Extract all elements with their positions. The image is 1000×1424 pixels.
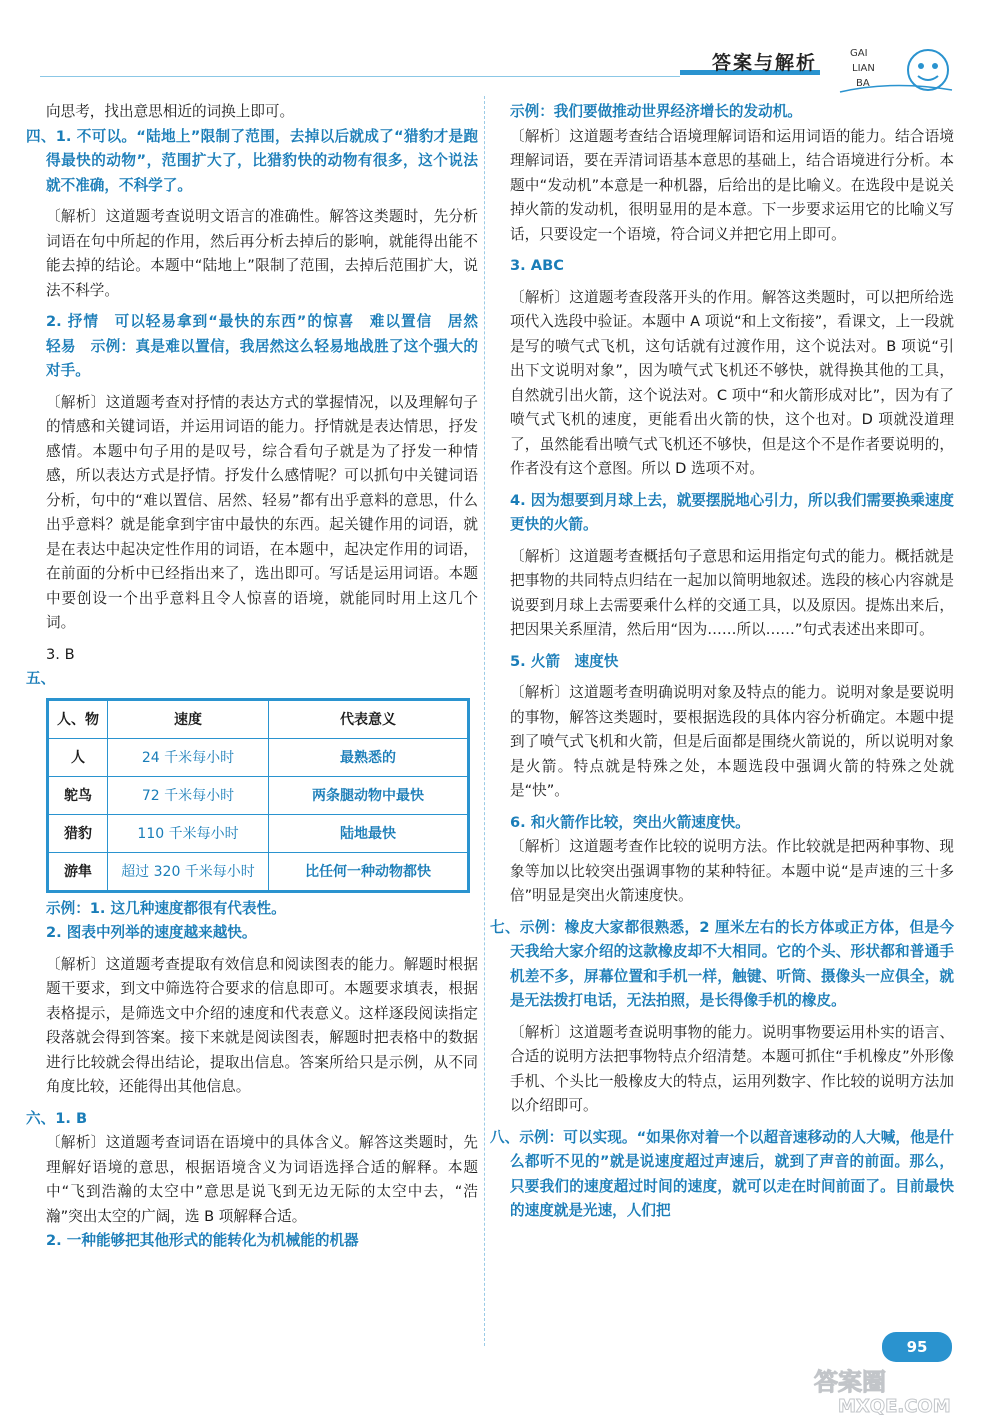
answer-5-1: 示例：1. 这几种速度都很有代表性。: [46, 899, 286, 917]
page-title: 答案与解析: [712, 52, 818, 74]
table-header-cell: 代表意义: [269, 699, 469, 738]
answer-6-3: 3. ABC: [510, 257, 564, 274]
table-cell: 人: [48, 738, 108, 776]
svg-text:答案圈: 答案圈: [814, 1368, 886, 1396]
text-line: 向思考，找出意思相近的词换上即可。: [46, 103, 295, 120]
answer-6-2: 2. 一种能够把其他形式的能转化为机械能的机器: [46, 1232, 359, 1249]
table-row: [48, 738, 469, 776]
svg-text:MXQE.COM: MXQE.COM: [838, 1396, 951, 1417]
left-column: [26, 100, 493, 1254]
right-column: [490, 100, 954, 1224]
answer-4-1: 四、1. 不可以。“陆地上”限制了范围，去掉以后就成了“猎豹才是跑得最快的动物”，范围扩大了，比猎豹快的动物有很多，这个说法就不准确，不科学了。: [26, 127, 478, 194]
svg-text:LIAN: LIAN: [852, 63, 875, 74]
analysis: 〔解析〕这道题考查对抒情的表达方式的掌握情况，以及理解句子的情感和关键词语，并运用词语的能力。抒情就是表达情思，抒发感情。本题中句子用的是叹号，综合看句子就是为了抒发一种情感，所以表达方式是抒情。抒发什么感情呢？可以抓句中关键词语分析，句中的“难以置信、居然、轻易”都有出乎意料的意思，什么出乎意料？就是能拿到宇宙中最快的东西。起关键作用的词语，就是在表达中起决定性作用的词语，在本题中，起决定作用的词语，在前面的分析中已经指出来了，选出即可。写话是运用词语。本题中要创设一个出乎意料且令人惊喜的语境，就能同时用上这几个词。: [46, 393, 478, 631]
table-cell: 猎豹: [48, 814, 108, 852]
svg-text:GAI: GAI: [850, 48, 868, 59]
answer-6-6: 6. 和火箭作比较，突出火箭速度快。: [510, 813, 750, 831]
answer-7: 七、示例：橡皮大家都很熟悉，2 厘米左右的长方体或正方体，但是今天我给大家介绍的这款橡皮却不大相同。它的个头、形状都和普通手机差不多，屏幕位置和手机一样，触键、听筒、摄像头一应俱全，就是无法拨打电话，无法拍照，是长得像手机的橡皮。: [490, 918, 954, 1009]
table-cell: 两条腿动物中最快: [269, 776, 469, 814]
table-cell: 陆地最快: [269, 814, 469, 852]
answer-6-4: 4. 因为想要到月球上去，就要摆脱地心引力，所以我们需要换乘速度更快的火箭。: [510, 491, 955, 533]
analysis: 〔解析〕这道题考查明确说明对象及特点的能力。说明对象是要说明的事物，解答这类题时，要根据选段的具体内容分析确定。本题中提到了喷气式飞机和火箭，但是后面都是围绕火箭说的，所以说明对象是火箭。特点就是特殊之处，本题选段中强调火箭的特殊之处就是“快”。: [510, 684, 954, 799]
table-cell: 鸵鸟: [48, 776, 108, 814]
answer-5-2: 2. 图表中列举的速度越来越快。: [46, 924, 257, 941]
table-header-cell: 人、物: [48, 699, 108, 738]
analysis: 〔解析〕这道题考查词语在语境中的具体含义。解答这类题时，先理解好语境的意思，根据语境含义为词语选择合适的解释。本题中“飞到浩瀚的太空中”意思是说飞到无边无际的太空中去，“浩瀚”突出太空的广阔，选 B 项解释合适。: [46, 1134, 478, 1225]
table-cell: 24 千米每小时: [108, 738, 269, 776]
table-cell: 比任何一种动物都快: [269, 852, 469, 891]
analysis: 〔解析〕这道题考查概括句子意思和运用指定句式的能力。概括就是把事物的共同特点归结在一起加以简明地叙述。选段的核心内容就是说要到月球上去需要乘什么样的交通工具，以及原因。提炼出来后，把因果关系厘清，然后用“因为……所以……”句式表述出来即可。: [510, 547, 954, 638]
analysis: 〔解析〕这道题考查结合语境理解词语和运用词语的能力。结合语境理解词语，要在弄清词语基本意思的基础上，结合语境进行分析。本题中“发动机”本意是一种机器，后给出的是比喻义。在选段中是说关掉火箭的发动机，很明显用的是本意。下一步要求运用它的比喻义写话，只要设定一个语境，符合词义并把它用上即可。: [510, 127, 954, 243]
table-cell: 110 千米每小时: [108, 814, 269, 852]
analysis: 〔解析〕这道题考查说明事物的能力。说明事物要运用朴实的语言、合适的说明方法把事物特点介绍清楚。本题可抓住“手机橡皮”外形像手机、个头比一般橡皮大的特点，运用列数字、作比较的说明方法加以介绍即可。: [510, 1023, 954, 1114]
table-cell: 72 千米每小时: [108, 776, 269, 814]
table-cell: 游隼: [48, 852, 108, 891]
header-rule: [40, 76, 680, 77]
speed-table: [46, 698, 470, 893]
table-row: [48, 814, 469, 852]
analysis: 〔解析〕这道题考查说明文语言的准确性。解答这类题时，先分析词语在句中所起的作用，然后再分析去掉后的影响，就能得出能不能去掉的结论。本题中“陆地上”限制了范围，去掉后范围扩大，说法不科学。: [46, 208, 478, 299]
analysis: 〔解析〕这道题考查作比较的说明方法。作比较就是把两种事物、现象等加以比较突出强调事物的某种特征。本题中说“是声速的三十多倍”明显是突出火箭速度快。: [510, 838, 954, 904]
table-header-row: [48, 699, 469, 738]
watermark-logo: [808, 1362, 998, 1418]
table-cell: 超过 320 千米每小时: [108, 852, 269, 891]
table-row: [48, 852, 469, 891]
answer-6-1: 六、1. B: [26, 1109, 88, 1127]
answer-6-2-example: 示例：我们要做推动世界经济增长的发动机。: [510, 103, 802, 120]
analysis: 〔解析〕这道题考查段落开头的作用。解答这类题时，可以把所给选项代入选段中验证。本题中 A 项说“和上文衔接”，看课文，上一段就是写的喷气式飞机，这句话就有过渡作用，这个说法对。B 项说“引出下文说明对象”，因为喷气式飞机还不够快，就得换其他的工具，自然就引出火箭，这个说法对。C 项中“和火箭形成对比”，因为有了喷气式飞机的速度，更能看出火箭的快，这个也对。D 项就没道理了，虽然能看出喷气式飞机还不够快，但是这个不是作者要说明的，作者没有这个意图。所以 D 选项不对。: [510, 288, 954, 477]
gailianba-logo: [832, 40, 962, 98]
answer-4-2: 2. 抒情 可以轻易拿到“最快的东西”的惊喜 难以置信 居然 轻易 示例：真是难以置信，我居然这么轻易地战胜了这个强大的对手。: [46, 313, 493, 379]
table-row: [48, 776, 469, 814]
table-cell: 最熟悉的: [269, 738, 469, 776]
section-5-label: 五、: [26, 670, 56, 687]
column-divider: [484, 96, 485, 1346]
answer-8: 八、示例：可以实现。“如果你对着一个以超音速移动的人大喊，他是什么都听不见的”就是说速度超过声速后，就到了声音的前面。那么，只要我们的速度超过时间的速度，就可以走在时间前面了。目前最快的速度就是光速，人们把: [490, 1128, 954, 1219]
analysis: 〔解析〕这道题考查提取有效信息和阅读图表的能力。解题时根据题干要求，到文中筛选符合要求的信息即可。本题要求填表，根据表格提示，是筛选文中介绍的速度和代表意义。这样逐段阅读指定段落就会得到答案。接下来就是阅读图表，解题时把表格中的数据进行比较就会得出结论，提取出信息。答案所给只是示例，从不同角度比较，还能得出其他信息。: [46, 955, 478, 1095]
page-number: 95: [882, 1332, 952, 1362]
answer-4-3: 3. B: [46, 645, 75, 663]
table-header-cell: 速度: [108, 699, 269, 738]
svg-text:BA: BA: [856, 78, 870, 89]
answer-6-5: 5. 火箭 速度快: [510, 652, 619, 670]
